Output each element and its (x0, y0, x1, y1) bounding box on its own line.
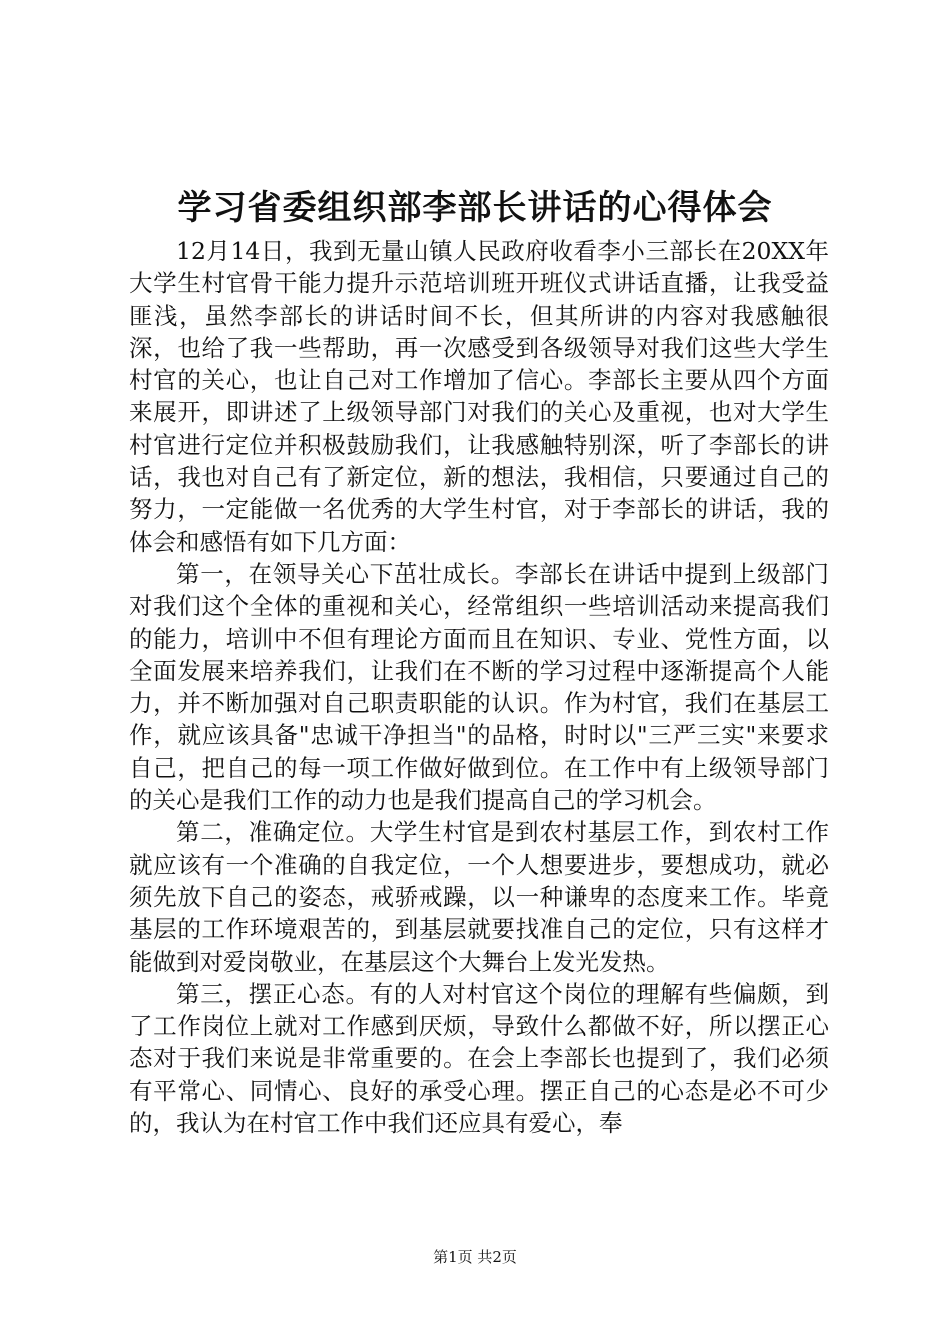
document-title: 学习省委组织部李部长讲话的心得体会 (177, 188, 773, 228)
page-number-footer: 第1页 共2页 (433, 1248, 517, 1266)
paragraph-second-point: 第二，准确定位。大学生村官是到农村基层工作，到农村工作就应该有一个准确的自我定位，一个人想要进步，要想成功，就必须先放下自己的姿态，戒骄戒躁，以一种谦卑的态度来工作。毕竟基层的工作环境艰苦的，到基层就要找准自己的定位，只有这样才能做到对爱岗敬业，在基层这个大舞台上发光发热。 (129, 818, 829, 976)
paragraph-first-point: 第一，在领导关心下茁壮成长。李部长在讲话中提到上级部门对我们这个全体的重视和关心，经常组织一些培训活动来提高我们的能力，培训中不但有理论方面而且在知识、专业、党性方面，以全面发展来培养我们，让我们在不断的学习过程中逐渐提高个人能力，并不断加强对自己职责职能的认识。作为村官，我们在基层工作，就应该具备"忠诚干净担当"的品格，时时以"三严三实"来要求自己，把自己的每一项工作做好做到位。在工作中有上级领导部门的关心是我们工作的动力也是我们提高自己的学习机会。 (129, 559, 829, 815)
document-body (129, 235, 829, 1139)
paragraph-third-point: 第三，摆正心态。有的人对村官这个岗位的理解有些偏颇，到了工作岗位上就对工作感到厌烦，导致什么都做不好，所以摆正心态对于我们来说是非常重要的。在会上李部长也提到了，我们必须有平常心、同情心、良好的承受心理。摆正自己的心态是必不可少的，我认为在村官工作中我们还应具有爱心，奉 (129, 979, 829, 1138)
paragraph-intro: 12月14日，我到无量山镇人民政府收看李小三部长在20XX年大学生村官骨干能力提升示范培训班开班仪式讲话直播，让我受益匪浅，虽然李部长的讲话时间不长，但其所讲的内容对我感触很深，也给了我一些帮助，再一次感受到各级领导对我们这些大学生村官的关心，也让自己对工作增加了信心。李部长主要从四个方面来展开，即讲述了上级领导部门对我们的关心及重视，也对大学生村官进行定位并积极鼓励我们，让我感触特别深，听了李部长的讲话，我也对自己有了新定位，新的想法，我相信，只要通过自己的努力，一定能做一名优秀的大学生村官，对于李部长的讲话，我的体会和感悟有如下几方面： (129, 237, 829, 556)
